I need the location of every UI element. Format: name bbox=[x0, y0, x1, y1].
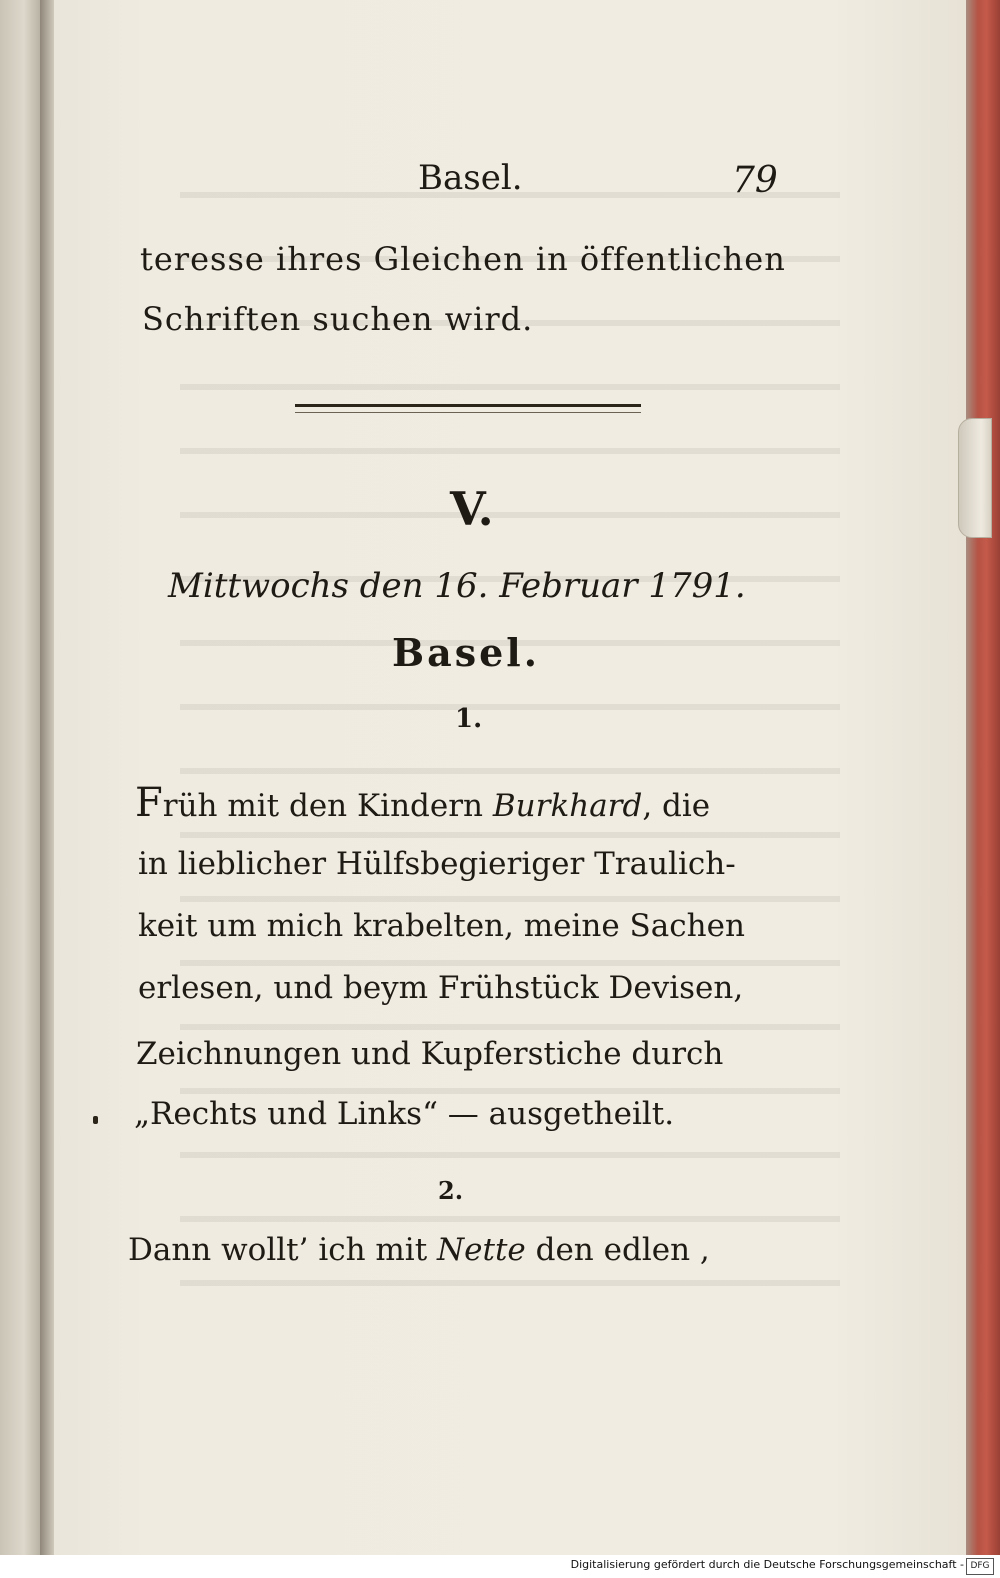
previous-page-strip bbox=[0, 0, 40, 1555]
text-line: Schriften suchen wird. bbox=[142, 300, 534, 338]
text-segment: Dann wollt’ ich mit bbox=[128, 1232, 438, 1268]
page-edge bbox=[966, 0, 1000, 1555]
paragraph-line: Zeichnungen und Kupferstiche durch bbox=[136, 1036, 724, 1072]
person-name: Nette bbox=[437, 1232, 526, 1268]
section-number: 2. bbox=[438, 1176, 464, 1205]
running-head: Basel. bbox=[418, 158, 523, 198]
text-segment: den edlen , bbox=[525, 1232, 710, 1268]
text-segment: rüh mit den Kindern bbox=[162, 788, 493, 824]
paragraph-line: keit um mich krabelten, meine Sachen bbox=[138, 908, 745, 944]
chapter-date: Mittwochs den 16. Februar 1791. bbox=[168, 566, 746, 606]
footer-bar bbox=[0, 1555, 1000, 1578]
paragraph-line bbox=[128, 1232, 710, 1268]
paragraph-line: in lieblicher Hülfsbegieriger Traulich- bbox=[138, 846, 736, 882]
page-number: 79 bbox=[732, 160, 778, 201]
bookmark-tab bbox=[958, 418, 992, 538]
section-divider-thin bbox=[295, 412, 641, 413]
text-segment: , die bbox=[642, 788, 711, 824]
paragraph-line bbox=[135, 780, 710, 826]
chapter-number: V. bbox=[450, 482, 494, 536]
chapter-place: Basel. bbox=[392, 630, 540, 675]
paragraph-line: „Rechts und Links“ — ausgetheilt. bbox=[134, 1096, 675, 1132]
paragraph-line: erlesen, und beym Frühstück Devisen, bbox=[138, 970, 744, 1006]
ink-speck bbox=[93, 1116, 98, 1124]
person-name: Burkhard bbox=[492, 788, 643, 824]
dfg-logo: DFG bbox=[966, 1558, 994, 1575]
section-number: 1. bbox=[455, 704, 483, 734]
initial-letter: F bbox=[135, 780, 163, 826]
text-line: teresse ihres Gleichen in öffentlichen bbox=[140, 240, 786, 278]
funding-credit: Digitalisierung gefördert durch die Deutsche Forschungsgemeinschaft - bbox=[570, 1558, 964, 1571]
section-divider bbox=[295, 404, 641, 407]
book-gutter bbox=[40, 0, 54, 1555]
